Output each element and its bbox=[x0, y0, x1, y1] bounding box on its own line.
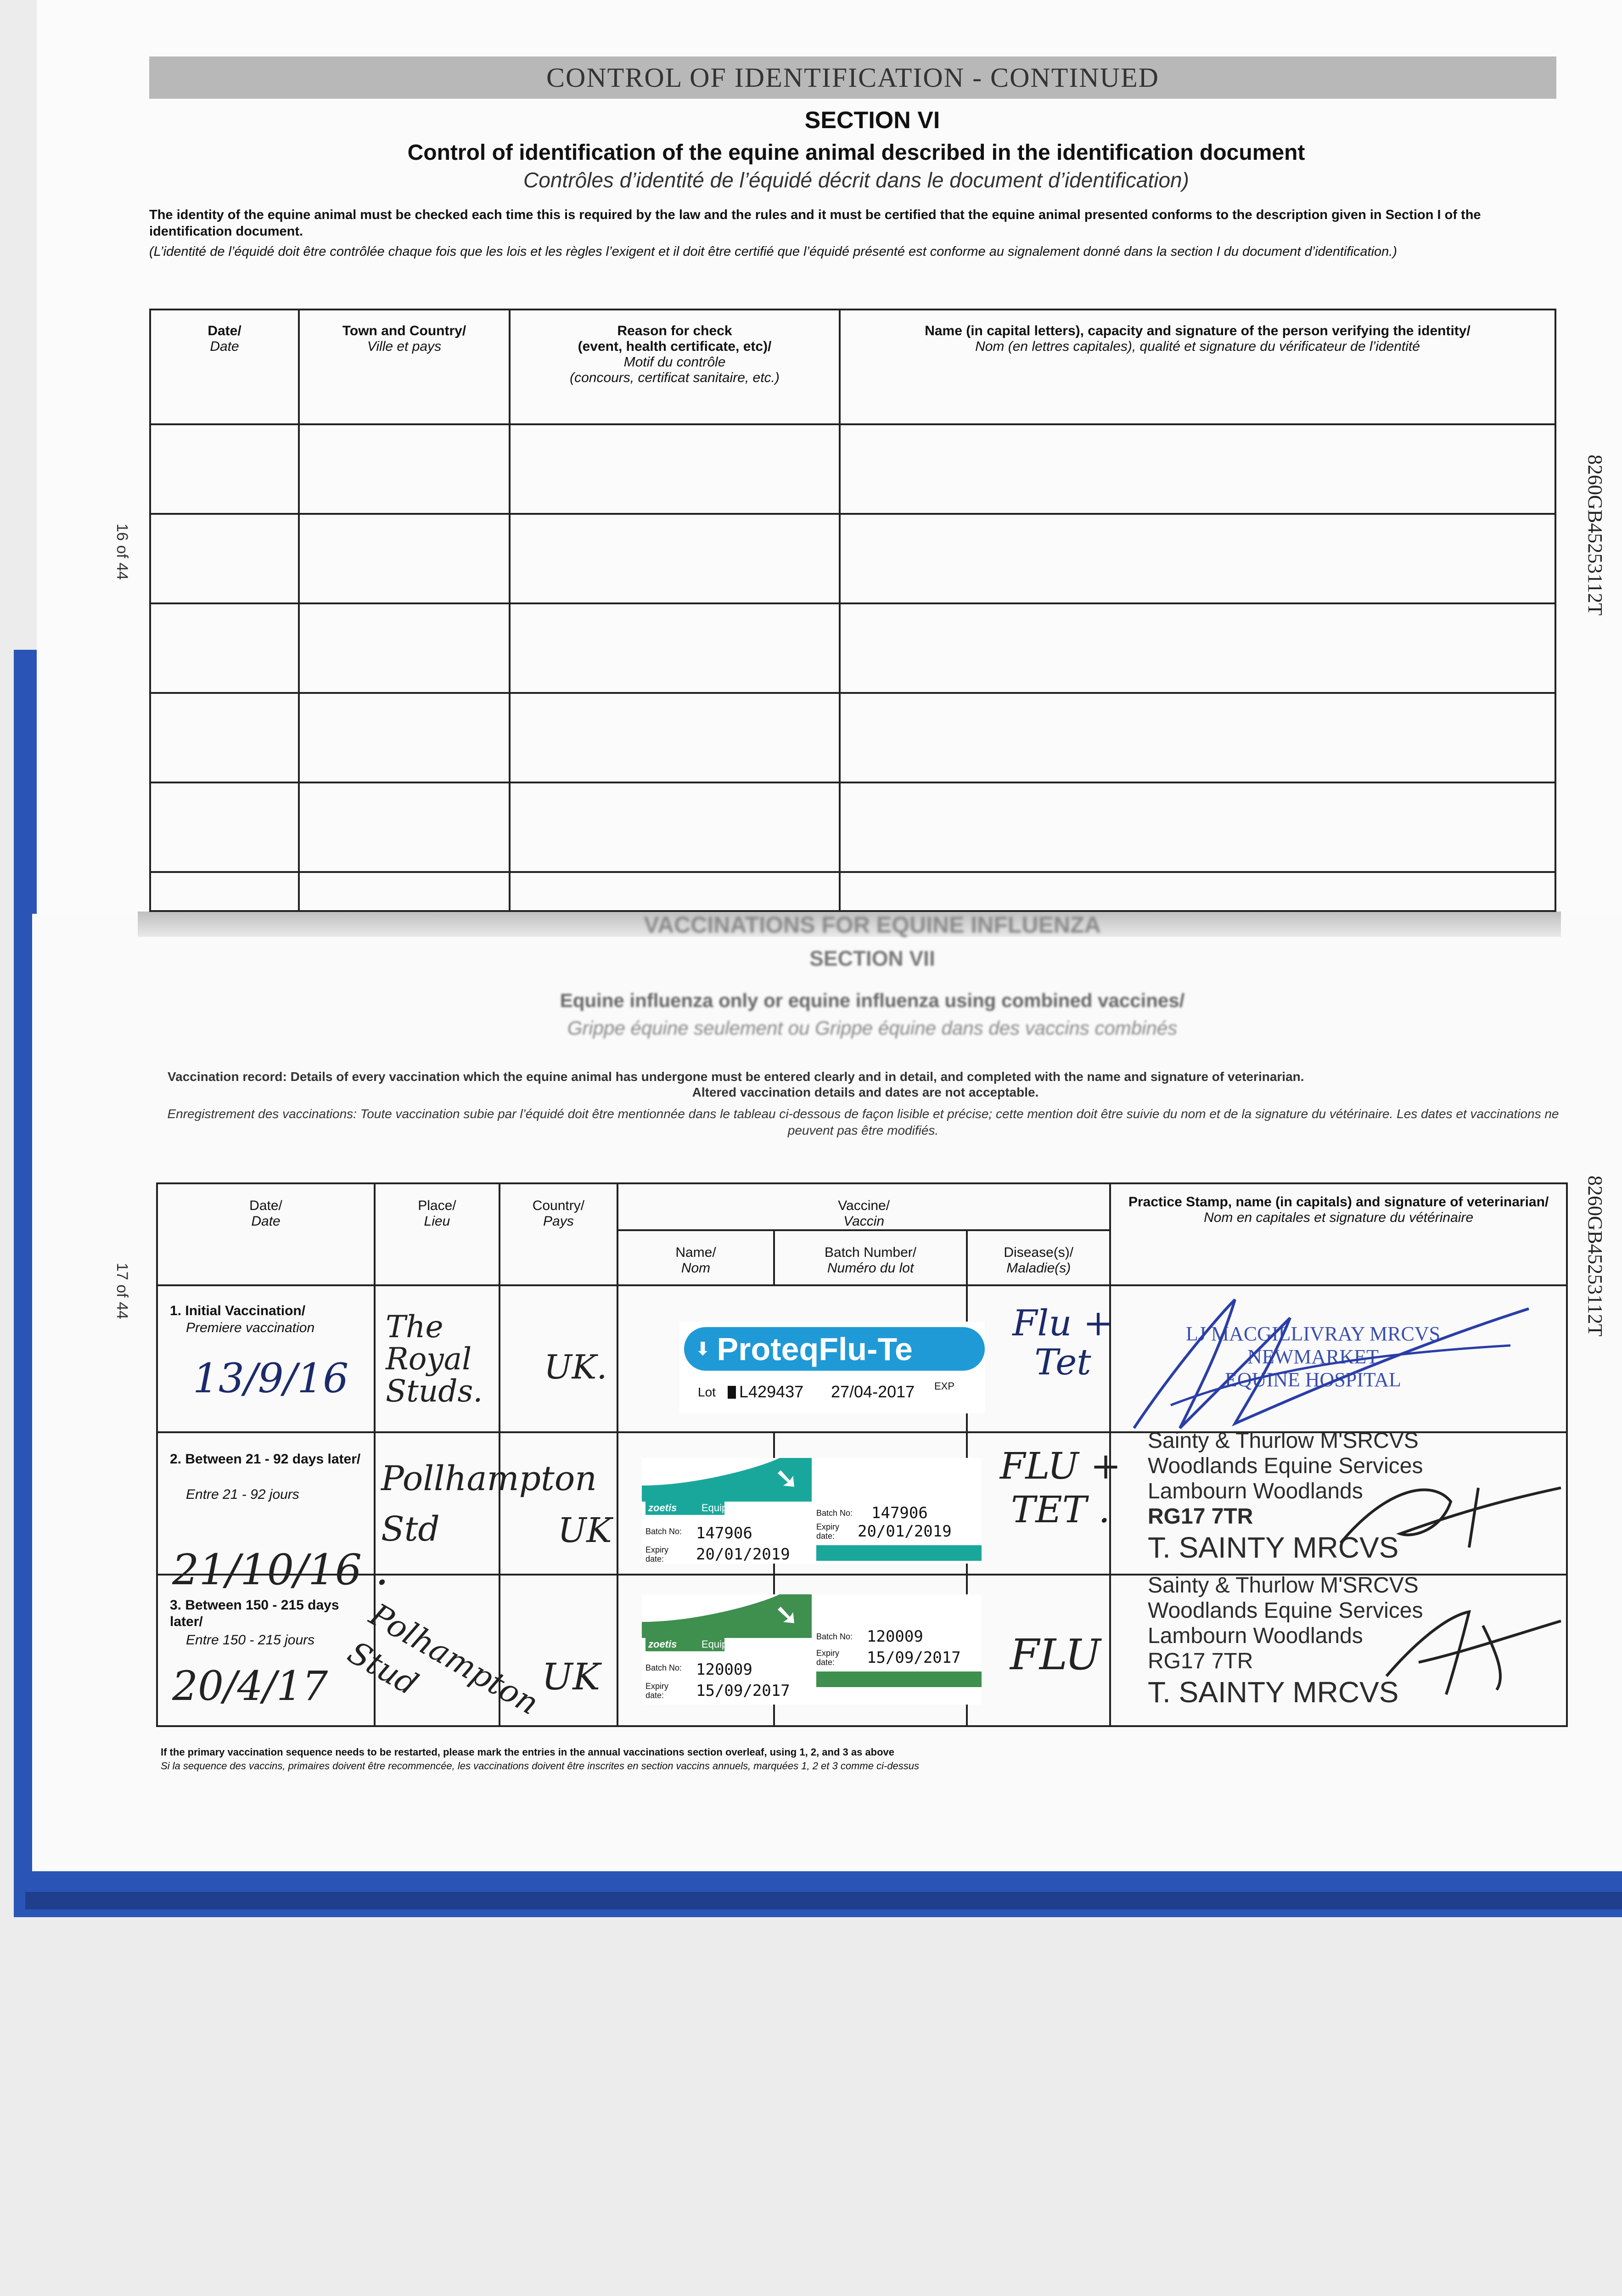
vcol-disease-en: Disease(s)/ bbox=[1004, 1245, 1074, 1260]
row3-batch-label: Batch No: bbox=[645, 1663, 682, 1672]
row3-batch-b: 120009 bbox=[867, 1627, 923, 1646]
row3-batch: 120009 bbox=[696, 1660, 752, 1679]
col-date bbox=[150, 310, 299, 424]
row3-date: 20/4/17 bbox=[172, 1662, 328, 1710]
vcol-name bbox=[617, 1230, 774, 1285]
vcol-place-fr: Lieu bbox=[424, 1214, 450, 1229]
row1-disease: Flu + Tet bbox=[1012, 1303, 1113, 1383]
side-code-bottom: 8260GB45253112T bbox=[1584, 1176, 1606, 1337]
table-header-row bbox=[150, 310, 1555, 424]
section6-subtitle-en: Control of identification of the equine animal described in the identification document bbox=[407, 141, 1305, 165]
equip-f-footer bbox=[816, 1671, 982, 1687]
row3-batch-label-b: Batch No: bbox=[816, 1632, 853, 1641]
row2-country: UK bbox=[558, 1511, 612, 1550]
col-reason-fr: Motif du contrôle bbox=[623, 355, 726, 370]
row1-stamp-line1: LJ MACGILLIVRAY MRCVS bbox=[1185, 1322, 1441, 1345]
row3-stamp-line3: Lambourn Woodlands bbox=[1148, 1624, 1363, 1648]
proteq-lot-expiry: 27/04-2017 bbox=[831, 1382, 915, 1401]
proteq-arrow-icon: ⬇ bbox=[695, 1339, 711, 1359]
vaccination-record-en: Vaccination record: Details of every vaccination which the equine animal has undergone must be entered clearly and in detail, and completed with the name and signature of veterinarian. bbox=[168, 1069, 1304, 1084]
vcol-vaccine bbox=[617, 1183, 1110, 1230]
row3-country: UK bbox=[542, 1655, 601, 1698]
row2-expiry-label: Expiry date: bbox=[645, 1545, 669, 1564]
col-date-fr: Date bbox=[210, 339, 239, 354]
row2-expiry: 20/01/2019 bbox=[696, 1545, 790, 1564]
row2-stamp-line2: Woodlands Equine Services bbox=[1148, 1454, 1423, 1478]
equip-ft-footer bbox=[816, 1545, 982, 1561]
proteq-badge bbox=[684, 1327, 985, 1371]
side-code-top: 8260GB45253112T bbox=[1584, 455, 1606, 616]
row1-country: UK. bbox=[544, 1348, 607, 1386]
row1-label-fr: Premiere vaccination bbox=[186, 1320, 315, 1335]
vcol-disease-fr: Maladie(s) bbox=[1006, 1261, 1071, 1276]
col-reason-en: Reason for check bbox=[617, 323, 732, 338]
footer-note-en: If the primary vaccination sequence needs to be restarted, please mark the entries in the annual vaccinations section overleaf, using 1, 2, and 3 as above bbox=[161, 1746, 895, 1758]
col-town-fr: Ville et pays bbox=[367, 339, 442, 354]
col-date-en: Date/ bbox=[208, 323, 241, 338]
row2-disease: FLU + TET . bbox=[999, 1445, 1122, 1531]
col-name-fr: Nom (en lettres capitales), qualité et signature du vérificateur de l’identité bbox=[975, 339, 1420, 354]
vcol-date-fr: Date bbox=[251, 1214, 281, 1229]
col-reason-fr2: (concours, certificat sanitaire, etc.) bbox=[570, 370, 780, 385]
vcol-place-en: Place/ bbox=[418, 1198, 456, 1213]
section7-faded-title: VACCINATIONS FOR EQUINE INFLUENZA bbox=[644, 912, 1101, 938]
table-row bbox=[150, 424, 1555, 514]
section6-subtitle-fr: Contrôles d’identité de l’équidé décrit dans le document d’identification) bbox=[523, 168, 1189, 192]
row3-stamp-line2: Woodlands Equine Services bbox=[1148, 1598, 1423, 1623]
vcol-vaccine-en: Vaccine/ bbox=[838, 1198, 890, 1213]
row3-expiry-b: 15/09/2017 bbox=[867, 1649, 961, 1667]
row2-vaccine-brand: Equip™ FT bbox=[702, 1502, 753, 1514]
proteq-brand: ProteqFlu-Te bbox=[717, 1331, 913, 1367]
table-row bbox=[150, 514, 1555, 603]
row2-batch-b: 147906 bbox=[871, 1504, 928, 1522]
row3-stamp-line1: Sainty & Thurlow M'SRCVS bbox=[1148, 1573, 1419, 1598]
vcol-disease bbox=[967, 1230, 1110, 1285]
row2-signature bbox=[1331, 1460, 1570, 1552]
proteq-lot: L429437 bbox=[739, 1382, 804, 1401]
vcol-batch-en: Batch Number/ bbox=[825, 1245, 917, 1260]
row2-stamp-line5: T. SAINTY MRCVS bbox=[1148, 1531, 1399, 1564]
row3-expiry: 15/09/2017 bbox=[696, 1682, 790, 1700]
row2-label-fr: Entre 21 - 92 jours bbox=[186, 1487, 299, 1502]
row1-place: The Royal Studs. bbox=[386, 1309, 483, 1409]
page-number-16: 16 of 44 bbox=[113, 523, 131, 580]
vcol-place bbox=[375, 1183, 500, 1285]
proteq-lot-label: Lot bbox=[698, 1385, 716, 1399]
table-row bbox=[150, 872, 1555, 911]
row3-stamp-line5: T. SAINTY MRCVS bbox=[1148, 1676, 1399, 1709]
vcol-country-fr: Pays bbox=[543, 1214, 574, 1229]
footer-note-fr: Si la sequence des vaccins, primaires doivent être recommencée, les vaccinations doivent être inscrites en section vaccins annuels, marquées 1, 2 et 3 comme ci-dessus bbox=[161, 1760, 920, 1772]
col-name bbox=[840, 310, 1555, 424]
section6-intro-fr: (L’identité de l’équidé doit être contrôlée chaque fois que les lois et les règles l’exigent et il doit être certifié que l’équidé présenté est conforme au signalement donné dans la section I du document d’identification.) bbox=[149, 244, 1397, 259]
row2-stamp-line3: Lambourn Woodlands bbox=[1148, 1479, 1363, 1503]
barcode-icon bbox=[728, 1386, 736, 1399]
vcol-stamp-en: Practice Stamp, name (in capitals) and signature of veterinarian/ bbox=[1128, 1194, 1549, 1210]
vcol-batch-fr: Numéro du lot bbox=[827, 1261, 914, 1276]
equip-f-sticker bbox=[642, 1594, 982, 1705]
identity-check-table bbox=[149, 309, 1556, 912]
section7-subtitle-en: Equine influenza only or equine influenza using combined vaccines/ bbox=[560, 990, 1185, 1011]
vcol-stamp-fr: Nom en capitales et signature du vétérinaire bbox=[1204, 1210, 1474, 1225]
table-row bbox=[150, 693, 1555, 782]
row3-label-fr: Entre 150 - 215 jours bbox=[186, 1632, 315, 1648]
row2-maker: zoetis bbox=[645, 1501, 724, 1515]
row2-batch-label: Batch No: bbox=[645, 1527, 682, 1536]
row1-label-en: 1. Initial Vaccination/ bbox=[170, 1303, 306, 1318]
row1-signature bbox=[1116, 1290, 1552, 1442]
row3-expiry-label: Expiry date: bbox=[645, 1682, 669, 1700]
vcol-name-fr: Nom bbox=[681, 1261, 711, 1276]
row2-stamp-line4: RG17 7TR bbox=[1148, 1504, 1253, 1529]
proteq-sticker bbox=[679, 1322, 985, 1413]
row1-stamp-line2: NEWMARKET bbox=[1247, 1345, 1379, 1368]
row3-label-en: 3. Between 150 - 215 days later/ bbox=[170, 1598, 339, 1629]
row3-stamp-line4: RG17 7TR bbox=[1148, 1649, 1253, 1673]
section7-subtitle-fr: Grippe équine seulement ou Grippe équine dans des vaccins combinés bbox=[567, 1017, 1178, 1039]
section7-title: SECTION VII bbox=[809, 946, 935, 970]
vcol-vaccine-fr: Vaccin bbox=[843, 1214, 885, 1229]
row2-batch-label-b: Batch No: bbox=[816, 1508, 853, 1518]
col-reason-en2: (event, health certificate, etc)/ bbox=[578, 339, 772, 354]
vcol-batch bbox=[774, 1230, 967, 1285]
col-reason bbox=[510, 310, 840, 424]
row3-vaccine-brand: Equip™ F bbox=[702, 1638, 746, 1650]
row2-place: Pollhampton Std bbox=[381, 1459, 597, 1549]
row2-batch: 147906 bbox=[696, 1524, 752, 1542]
row3-maker: zoetis bbox=[645, 1638, 724, 1651]
vcol-country bbox=[500, 1183, 617, 1285]
row3-signature bbox=[1377, 1598, 1570, 1704]
vcol-name-en: Name/ bbox=[675, 1245, 716, 1260]
table-row bbox=[150, 782, 1555, 872]
row2-expiry-b: 20/01/2019 bbox=[858, 1522, 952, 1541]
vaccination-record-fr: Enregistrement des vaccinations: Toute vaccination subie par l’équidé doit être mentionnée dans le tableau ci-dessous de façon lisible et précise; cette mention doit être suivie du nom et de la signature du vétérinaire. Les dates et vaccinations ne peuvent pas être modifiés. bbox=[167, 1107, 1559, 1137]
col-town bbox=[299, 310, 510, 424]
vcol-date-en: Date/ bbox=[249, 1198, 282, 1213]
row1-stamp-line3: EQUINE HOSPITAL bbox=[1225, 1368, 1401, 1391]
row3-arrow-icon: ➘ bbox=[775, 1599, 798, 1630]
row3-place: Polhampton Stud bbox=[342, 1596, 545, 1722]
col-name-en: Name (in capital letters), capacity and signature of the person verifying the identity/ bbox=[925, 323, 1470, 338]
row2-stamp-line1: Sainty & Thurlow M'SRCVS bbox=[1148, 1429, 1419, 1453]
row3-expiry-label-b: Expiry date: bbox=[816, 1649, 840, 1667]
col-town-en: Town and Country/ bbox=[342, 323, 466, 338]
vaccination-record-en2: Altered vaccination details and dates are not acceptable. bbox=[692, 1085, 1039, 1099]
row1-date: 13/9/16 bbox=[193, 1355, 349, 1402]
row2-date: 21/10/16 . bbox=[172, 1545, 389, 1594]
section6-title: SECTION VI bbox=[804, 107, 940, 134]
row2-expiry-label-b: Expiry date: bbox=[816, 1522, 840, 1541]
equip-ft-sticker bbox=[642, 1458, 982, 1564]
row2-arrow-icon: ➘ bbox=[775, 1463, 798, 1494]
header-bar: CONTROL OF IDENTIFICATION - CONTINUED bbox=[149, 56, 1556, 99]
vcol-stamp bbox=[1110, 1183, 1567, 1285]
row2-label-en: 2. Between 21 - 92 days later/ bbox=[170, 1452, 361, 1467]
section6-intro-en: The identity of the equine animal must be checked each time this is required by the law and the rules and it must be certified that the equine animal presented conforms to the description given in Section I of the identification document. bbox=[149, 208, 1481, 239]
proteq-exp-label: EXP bbox=[934, 1380, 955, 1392]
row3-disease: FLU bbox=[1010, 1630, 1101, 1679]
passport-cover-edge bbox=[25, 1892, 1622, 1909]
vacc-header-row bbox=[157, 1183, 1567, 1230]
page-number-17: 17 of 44 bbox=[113, 1263, 131, 1319]
vcol-date bbox=[157, 1183, 375, 1285]
table-row bbox=[150, 603, 1555, 693]
vcol-country-en: Country/ bbox=[532, 1198, 585, 1213]
